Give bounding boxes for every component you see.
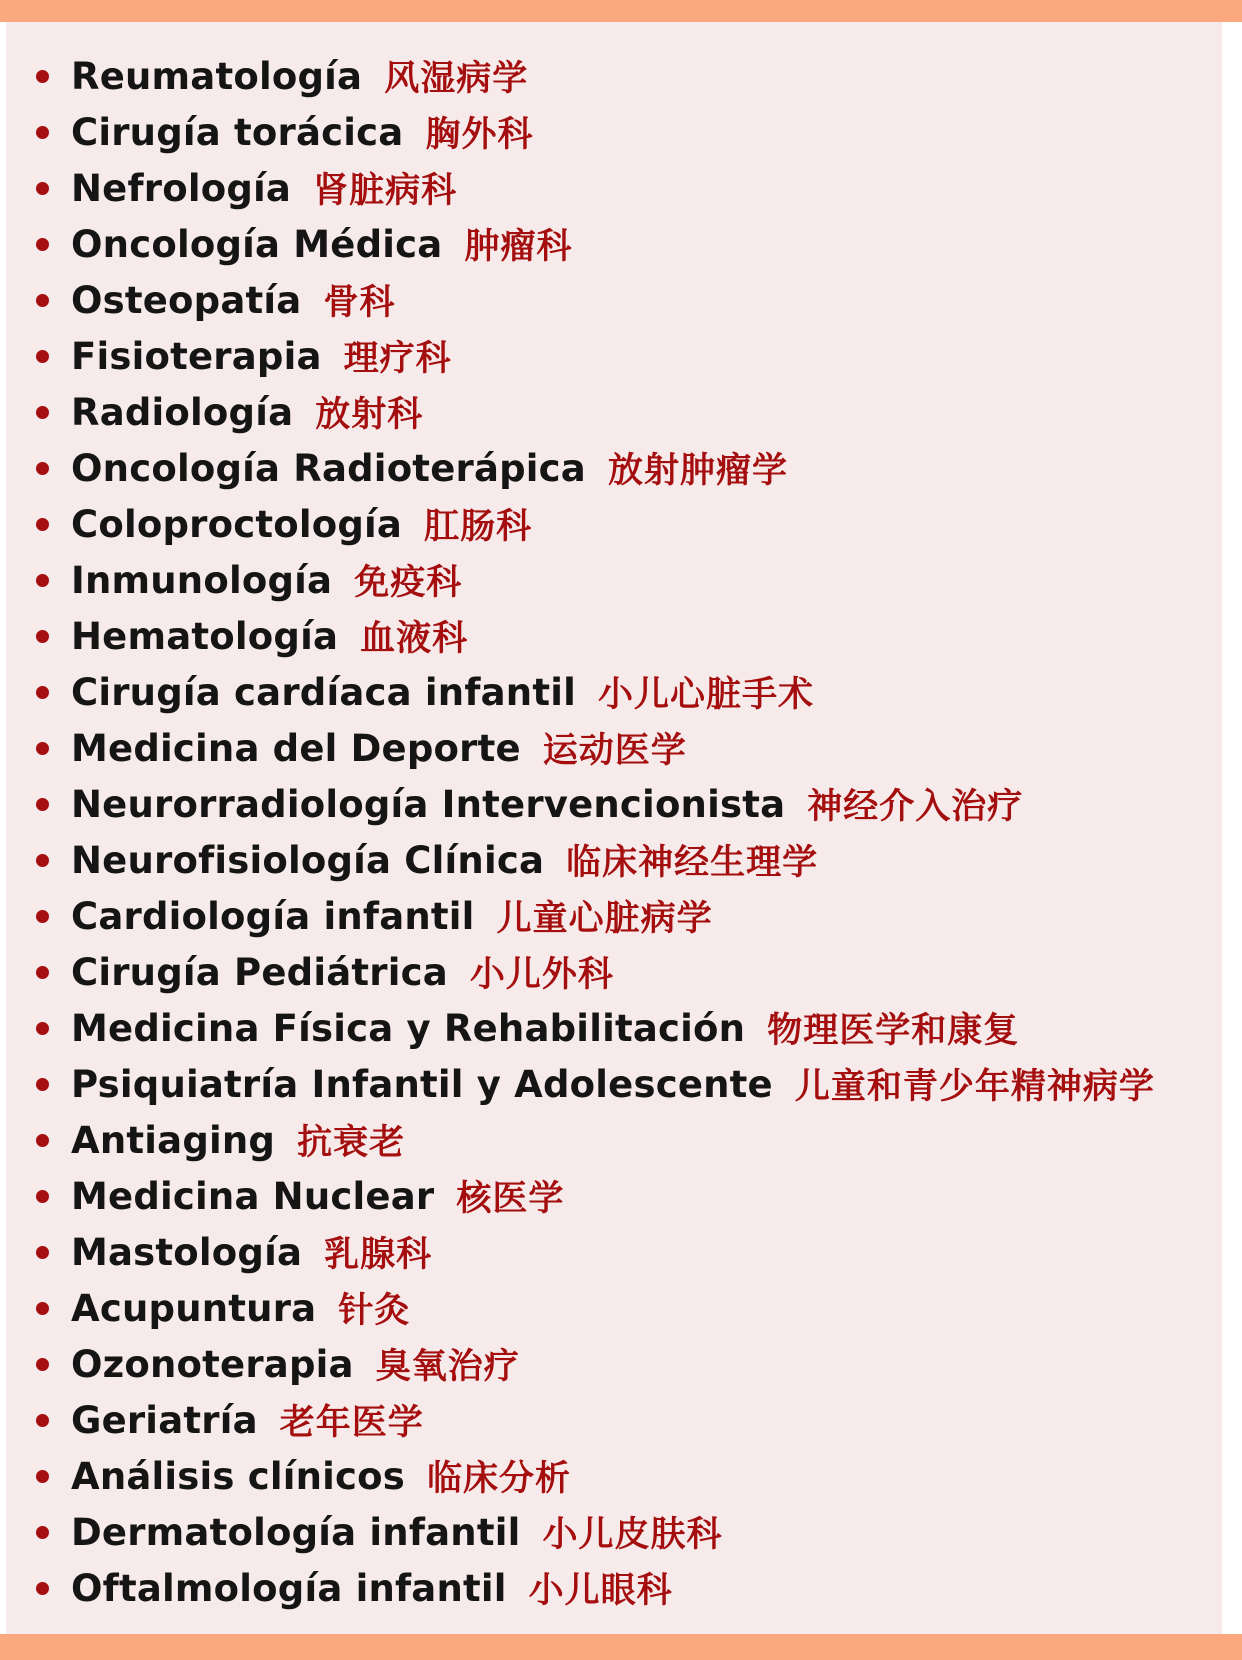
list-item — [36, 776, 1216, 832]
list-item — [36, 1056, 1216, 1112]
list-item — [36, 1448, 1216, 1504]
specialty-spanish: Psiquiatría Infantil y Adolescente — [71, 1062, 773, 1106]
specialty-chinese: 小儿眼科 — [528, 1571, 673, 1611]
specialty-spanish: Neurorradiología Intervencionista — [71, 782, 786, 826]
list-item — [36, 328, 1216, 384]
list-item — [36, 1280, 1216, 1336]
specialty-chinese: 胸外科 — [425, 115, 534, 155]
bullet-icon — [36, 1190, 49, 1203]
list-item — [36, 384, 1216, 440]
specialty-chinese: 肿瘤科 — [464, 227, 573, 267]
bullet-icon — [36, 1582, 49, 1595]
list-item — [36, 160, 1216, 216]
specialty-spanish: Acupuntura — [71, 1286, 317, 1330]
bullet-icon — [36, 686, 49, 699]
bullet-icon — [36, 966, 49, 979]
specialty-spanish: Coloproctología — [71, 502, 403, 546]
list-item — [36, 1000, 1216, 1056]
specialty-chinese: 临床分析 — [427, 1459, 572, 1499]
specialty-chinese: 肛肠科 — [424, 507, 533, 547]
specialty-chinese: 血液科 — [360, 619, 469, 659]
specialty-spanish: Dermatología infantil — [71, 1510, 521, 1554]
specialty-chinese: 乳腺科 — [324, 1235, 433, 1275]
list-item — [36, 48, 1216, 104]
specialty-spanish: Osteopatía — [71, 278, 302, 322]
list-item — [36, 720, 1216, 776]
specialty-spanish: Ozonoterapia — [71, 1342, 354, 1386]
specialty-chinese: 儿童心脏病学 — [496, 899, 713, 939]
bullet-icon — [36, 1358, 49, 1371]
specialty-spanish: Antiaging — [71, 1118, 276, 1162]
specialty-chinese: 免疫科 — [354, 563, 463, 603]
bullet-icon — [36, 126, 49, 139]
specialty-chinese: 临床神经生理学 — [566, 843, 819, 883]
bullet-icon — [36, 238, 49, 251]
specialty-spanish: Cirugía Pediátrica — [71, 950, 448, 994]
bullet-icon — [36, 294, 49, 307]
specialty-list — [36, 48, 1216, 1616]
list-item — [36, 440, 1216, 496]
bullet-icon — [36, 1246, 49, 1259]
list-item — [36, 664, 1216, 720]
list-item — [36, 272, 1216, 328]
list-item — [36, 104, 1216, 160]
specialty-chinese: 运动医学 — [542, 731, 687, 771]
specialty-chinese: 放射科 — [315, 395, 424, 435]
bullet-icon — [36, 1414, 49, 1427]
specialty-chinese: 放射肿瘤学 — [607, 451, 788, 491]
specialty-spanish: Oncología Médica — [71, 222, 443, 266]
list-item — [36, 1392, 1216, 1448]
bullet-icon — [36, 910, 49, 923]
specialty-chinese: 抗衰老 — [297, 1123, 406, 1163]
specialty-spanish: Neurofisiología Clínica — [71, 838, 545, 882]
specialty-chinese: 针灸 — [338, 1291, 411, 1331]
specialty-chinese: 小儿外科 — [469, 955, 614, 995]
list-item — [36, 552, 1216, 608]
bullet-icon — [36, 1078, 49, 1091]
specialty-chinese: 核医学 — [456, 1179, 565, 1219]
specialty-spanish: Oncología Radioterápica — [71, 446, 586, 490]
specialty-spanish: Radiología — [71, 390, 294, 434]
specialty-chinese: 老年医学 — [279, 1403, 424, 1443]
list-item — [36, 1112, 1216, 1168]
bullet-icon — [36, 406, 49, 419]
list-item — [36, 944, 1216, 1000]
specialty-chinese: 神经介入治疗 — [807, 787, 1024, 827]
specialty-spanish: Mastología — [71, 1230, 303, 1274]
specialty-chinese: 骨科 — [323, 283, 396, 323]
list-item — [36, 1560, 1216, 1616]
specialty-spanish: Inmunología — [71, 558, 333, 602]
specialty-spanish: Medicina Física y Rehabilitación — [71, 1006, 746, 1050]
bullet-icon — [36, 70, 49, 83]
specialty-spanish: Reumatología — [71, 54, 363, 98]
bullet-icon — [36, 518, 49, 531]
bottom-decorative-band — [0, 1634, 1242, 1660]
specialty-chinese: 小儿皮肤科 — [542, 1515, 723, 1555]
bullet-icon — [36, 854, 49, 867]
list-item — [36, 1168, 1216, 1224]
list-item — [36, 888, 1216, 944]
specialty-chinese: 物理医学和康复 — [767, 1011, 1020, 1051]
bullet-icon — [36, 1526, 49, 1539]
bullet-icon — [36, 350, 49, 363]
bullet-icon — [36, 574, 49, 587]
specialty-spanish: Fisioterapia — [71, 334, 322, 378]
list-item — [36, 1504, 1216, 1560]
bullet-icon — [36, 1134, 49, 1147]
specialty-spanish: Nefrología — [71, 166, 292, 210]
specialty-spanish: Hematología — [71, 614, 339, 658]
specialty-spanish: Medicina del Deporte — [71, 726, 521, 770]
top-decorative-band — [0, 0, 1242, 22]
specialty-chinese: 儿童和青少年精神病学 — [794, 1067, 1155, 1107]
specialty-spanish: Medicina Nuclear — [71, 1174, 435, 1218]
specialty-spanish: Cardiología infantil — [71, 894, 475, 938]
bullet-icon — [36, 1022, 49, 1035]
bullet-icon — [36, 1302, 49, 1315]
specialty-chinese: 理疗科 — [343, 339, 452, 379]
specialty-chinese: 臭氧治疗 — [375, 1347, 520, 1387]
specialty-spanish: Cirugía cardíaca infantil — [71, 670, 576, 714]
specialty-chinese: 小儿心脏手术 — [598, 675, 815, 715]
bullet-icon — [36, 742, 49, 755]
specialty-spanish: Oftalmología infantil — [71, 1566, 507, 1610]
list-item — [36, 1336, 1216, 1392]
list-item — [36, 496, 1216, 552]
list-item — [36, 832, 1216, 888]
specialty-spanish: Análisis clínicos — [71, 1454, 406, 1498]
specialty-chinese: 肾脏病科 — [313, 171, 458, 211]
specialty-spanish: Cirugía torácica — [71, 110, 404, 154]
list-item — [36, 608, 1216, 664]
list-item — [36, 216, 1216, 272]
specialty-chinese: 风湿病学 — [384, 59, 529, 99]
specialty-spanish: Geriatría — [71, 1398, 258, 1442]
bullet-icon — [36, 1470, 49, 1483]
list-item — [36, 1224, 1216, 1280]
bullet-icon — [36, 462, 49, 475]
bullet-icon — [36, 182, 49, 195]
bullet-icon — [36, 630, 49, 643]
bullet-icon — [36, 798, 49, 811]
